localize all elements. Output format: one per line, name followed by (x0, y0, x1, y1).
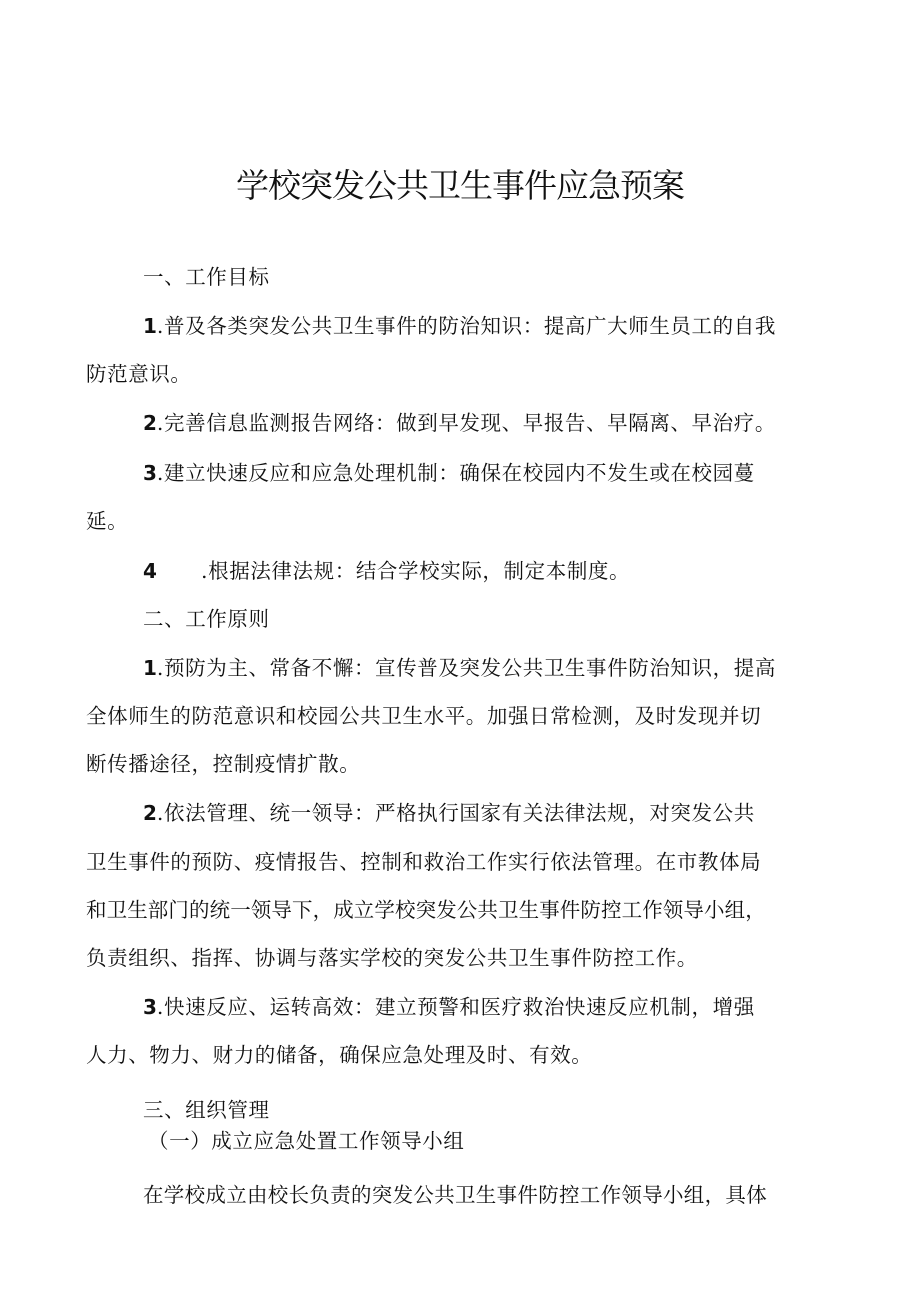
list-item (143, 994, 843, 1020)
item-text-continued: 断传播途径，控制疫情扩散。 (86, 752, 361, 776)
item-text: .根据法律法规：结合学校实际，制定本制度。 (201, 559, 631, 583)
item-number: 3 (143, 461, 157, 485)
item-number: 4 (143, 559, 157, 583)
item-text-continued: 卫生事件的预防、疫情报告、控制和救治工作实行依法管理。在市教体局 (86, 850, 762, 874)
item-text: .普及各类突发公共卫生事件的防治知识：提高广大师生员工的自我 (156, 314, 776, 338)
subsection-heading: （一）成立应急处置工作领导小组 (148, 1129, 465, 1153)
section-heading: 二、工作原则 (143, 607, 270, 631)
item-text: .预防为主、常备不懈：宣传普及突发公共卫生事件防治知识，提高 (156, 656, 776, 680)
item-text: .完善信息监测报告网络：做到早发现、早报告、早隔离、早治疗。 (156, 411, 776, 435)
item-text-continued: 防范意识。 (86, 362, 192, 386)
item-number: 1 (143, 314, 157, 338)
item-number: 2 (143, 411, 157, 435)
item-number: 3 (143, 995, 157, 1019)
list-item (143, 460, 843, 486)
list-item (143, 313, 843, 339)
list-item (143, 558, 843, 584)
item-text-continued: 和卫生部门的统一领导下，成立学校突发公共卫生事件防控工作领导小组， (86, 898, 766, 922)
paragraph-text: 在学校成立由校长负责的突发公共卫生事件防控工作领导小组，具体 (143, 1183, 767, 1207)
section-heading: 一、工作目标 (143, 265, 270, 289)
item-text-continued: 人力、物力、财力的储备，确保应急处理及时、有效。 (86, 1043, 593, 1067)
list-item (143, 800, 843, 826)
item-text: .依法管理、统一领导：严格执行国家有关法律法规，对突发公共 (156, 801, 755, 825)
item-text-continued: 全体师生的防范意识和校园公共卫生水平。加强日常检测，及时发现并切 (86, 704, 762, 728)
document-title: 学校突发公共卫生事件应急预案 (236, 166, 684, 205)
list-item (143, 655, 843, 681)
item-number: 2 (143, 801, 157, 825)
item-text: .快速反应、运转高效：建立预警和医疗救治快速反应机制，增强 (156, 995, 755, 1019)
list-item (143, 410, 843, 436)
item-text-continued: 负责组织、指挥、协调与落实学校的突发公共卫生事件防控工作。 (86, 946, 698, 970)
item-number: 1 (143, 656, 157, 680)
section-heading: 三、组织管理 (143, 1098, 270, 1122)
item-text-continued: 延。 (86, 509, 129, 533)
item-text: .建立快速反应和应急处理机制：确保在校园内不发生或在校园蔓 (156, 461, 755, 485)
